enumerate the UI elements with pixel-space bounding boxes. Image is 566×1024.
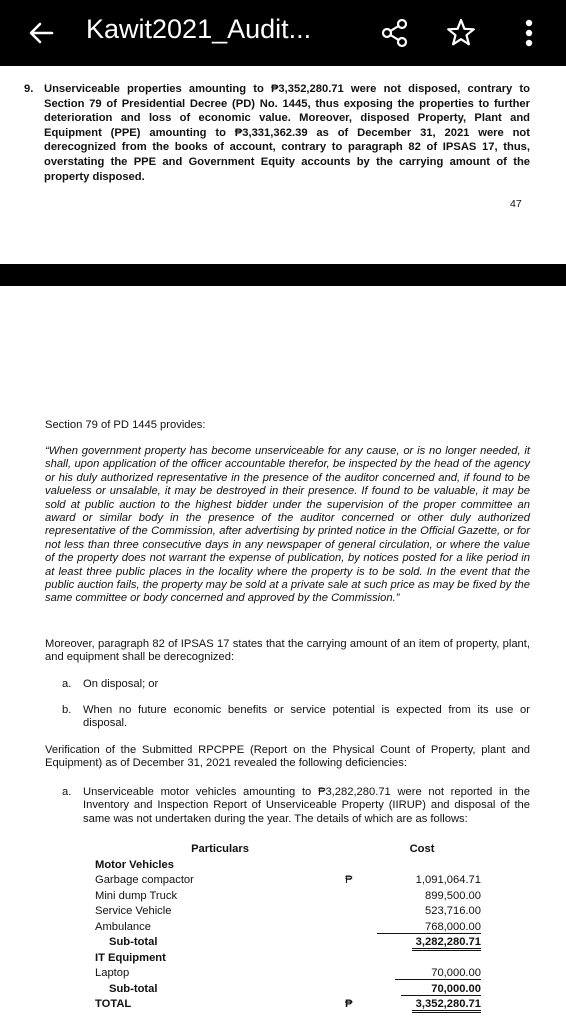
item-cost: 768,000.00 <box>377 921 481 934</box>
audit-finding-9 <box>24 82 530 184</box>
page-47 <box>0 66 566 264</box>
category-label: IT Equipment <box>95 951 166 964</box>
list-marker: a. <box>62 786 72 798</box>
app-bar <box>0 0 566 66</box>
item-name: Garbage compactor <box>95 874 194 886</box>
list-item: When no future economic benefits or service potential is expected from its use or disposal. <box>83 704 530 730</box>
table-row <box>95 889 481 905</box>
item-cost: 1,091,064.71 <box>415 874 481 886</box>
page-separator <box>0 264 566 286</box>
table-row <box>95 966 481 982</box>
item-cost: 899,500.00 <box>425 889 481 902</box>
total-amount: 3,352,280.71 <box>412 998 481 1013</box>
list-marker: b. <box>62 704 72 716</box>
table-row <box>95 935 481 951</box>
table-row <box>95 904 481 920</box>
currency-symbol: ₱ <box>345 874 353 886</box>
section-intro: Section 79 of PD 1445 provides: <box>45 419 206 431</box>
item-cost: 70,000.00 <box>395 967 481 980</box>
deficiency-text: Unserviceable motor vehicles amounting to ₱3,282,280.71 were not reported in the Inventory and Inspection Report of Unserviceable Property (IIRUP) and disposal of the same was not undertaken during the year. The details of which are as follows: <box>83 786 530 825</box>
more-vert-icon[interactable] <box>514 14 544 52</box>
subtotal-label: Sub-total <box>109 936 158 948</box>
page-48 <box>0 286 566 1024</box>
item-name: Mini dump Truck <box>95 889 178 902</box>
column-header-particulars: Particulars <box>191 843 249 855</box>
back-arrow-icon[interactable] <box>24 16 58 50</box>
star-icon[interactable] <box>444 16 478 50</box>
subtotal-amount: 3,282,280.71 <box>412 936 481 951</box>
item-name: Laptop <box>95 967 130 979</box>
item-cost: 523,716.00 <box>425 905 481 917</box>
currency-symbol: ₱ <box>345 998 353 1010</box>
unserviceable-property-table <box>95 842 481 1013</box>
page-number: 47 <box>510 198 522 210</box>
verification-paragraph: Verification of the Submitted RPCPPE (Report on the Physical Count of Property, plant and Equipment) as of December 31, 2021 revealed the following deficiencies: <box>45 744 530 770</box>
pd1445-quote: “When government property has become unserviceable for any cause, or is no longer needed, it shall, upon application of the officer accountable therefor, be inspected by the head of the agency or his duly authorized representative in the presence of the auditor concerned and, if found to be valueless or unsalable, it may be destroyed in their presence. If found to be valuable, it may be sold at public auction to the highest bidder under the supervision of the proper committee an award or similar body in the presence of the auditor concerned or other duly authorized representative of the Commission, after advertising by printed notice in the Official Gazette, or for not less than three consecutive days in any newspaper of general circulation, or where the value of the property does not warrant the expense of publication, by notices posted for a like period in at least three public places in the locality where the property is to be sold. In the event that the public auction fails, the property may be sold at a private sale at such price as may be fixed by the same committee or body concerned and approved by the Commission.” <box>45 445 530 605</box>
item-name: Ambulance <box>95 920 151 933</box>
share-icon[interactable] <box>378 16 412 50</box>
finding-text: Unserviceable properties amounting to ₱3,352,280.71 were not disposed, contrary to Section 79 of Presidential Decree (PD) No. 1445, thus exposing the properties to further deterioration and loss of economic value. Moreover, disposed Property, Plant and Equipment (PPE) amounting to ₱3,331,362.39 as of December 31, 2021 were not derecognized from the books of account, contrary to paragraph 82 of IPSAS 17, thus, overstating the PPE and Government Equity accounts by the carrying amount of the property disposed. <box>44 83 530 183</box>
table-row <box>95 951 481 967</box>
table-row <box>95 858 481 874</box>
subtotal-amount: 70,000.00 <box>401 983 481 996</box>
subtotal-label: Sub-total <box>109 982 158 995</box>
total-label: TOTAL <box>95 998 132 1010</box>
list-item: On disposal; or <box>83 678 159 690</box>
category-label: Motor Vehicles <box>95 858 174 871</box>
column-header-cost: Cost <box>409 843 435 855</box>
table-header-row <box>95 842 481 858</box>
ipsas-intro: Moreover, paragraph 82 of IPSAS 17 states that the carrying amount of an item of property, plant, and equipment shall be derecognized: <box>45 638 530 664</box>
document-title: Kawit2021_Audit... <box>86 14 312 44</box>
item-name: Service Vehicle <box>95 905 172 917</box>
list-marker: a. <box>62 678 72 690</box>
table-row <box>95 873 481 889</box>
table-row <box>95 997 481 1013</box>
finding-number: 9. <box>24 83 34 95</box>
table-row <box>95 982 481 998</box>
table-row <box>95 920 481 936</box>
